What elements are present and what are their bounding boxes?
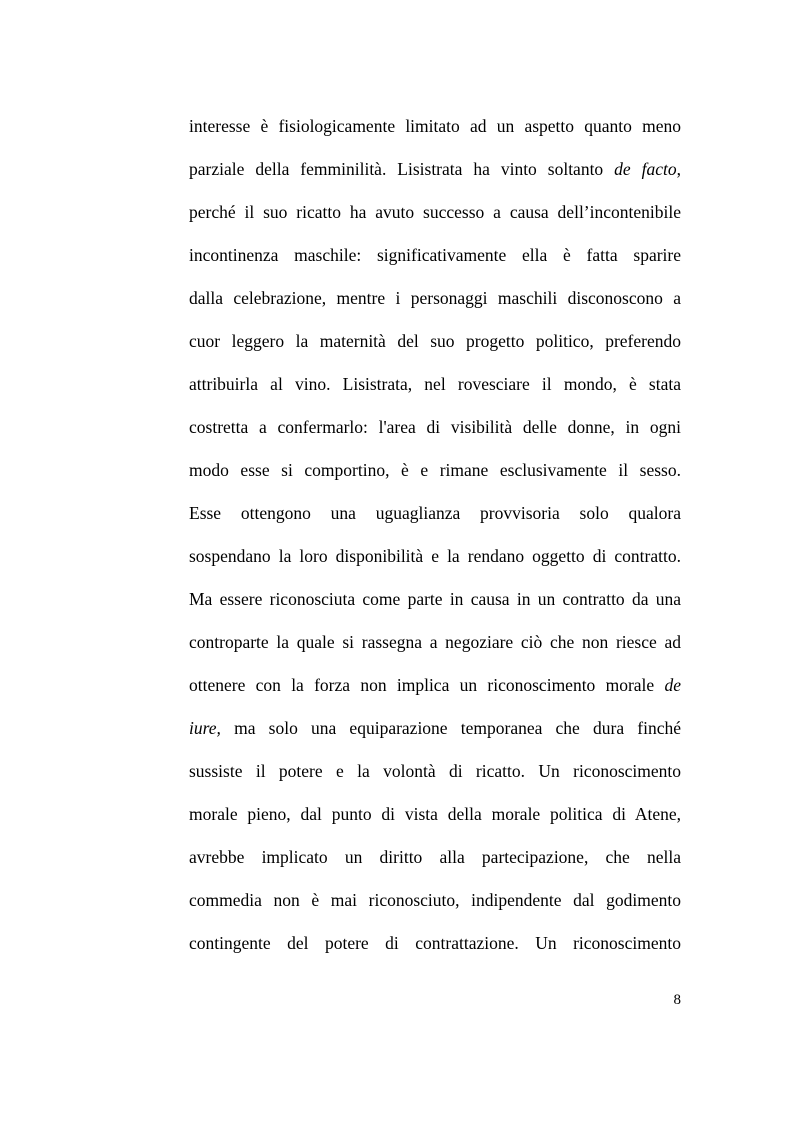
text-line-4: incontinenza maschile: significativamente ella è fatta sparire	[189, 245, 681, 265]
text-line-18: avrebbe implicato un diritto alla partecipazione, che nella	[189, 847, 681, 867]
italic-phrase: iure,	[189, 718, 221, 738]
text-line-12: Ma essere riconosciuta come parte in causa in un contratto da una	[189, 589, 681, 609]
text-line-11: sospendano la loro disponibilità e la rendano oggetto di contratto.	[189, 546, 681, 566]
text-line-1: interesse è fisiologicamente limitato ad un aspetto quanto meno	[189, 116, 681, 136]
text-line-17: morale pieno, dal punto di vista della morale politica di Atene,	[189, 804, 681, 824]
text-line-9: modo esse si comportino, è e rimane esclusivamente il sesso.	[189, 460, 681, 480]
text-line-2: parziale della femminilità. Lisistrata ha vinto soltanto de facto,	[189, 159, 681, 179]
text-line-5: dalla celebrazione, mentre i personaggi maschili disconoscono a	[189, 288, 681, 308]
text-line-13: controparte la quale si rassegna a negoziare ciò che non riesce ad	[189, 632, 681, 652]
page-number: 8	[673, 992, 681, 1008]
text-line-15: iure, ma solo una equiparazione temporanea che dura finché	[189, 718, 681, 738]
text-line-3: perché il suo ricatto ha avuto successo a causa dell’incontenibile	[189, 202, 681, 222]
italic-phrase: de facto	[614, 159, 677, 179]
text-line-6: cuor leggero la maternità del suo progetto politico, preferendo	[189, 331, 681, 351]
text-line-14: ottenere con la forza non implica un riconoscimento morale de	[189, 675, 681, 695]
text-line-20: contingente del potere di contrattazione. Un riconoscimento	[189, 933, 681, 953]
italic-phrase: de	[664, 675, 681, 695]
text-line-19: commedia non è mai riconosciuto, indipendente dal godimento	[189, 890, 681, 910]
text-line-8: costretta a confermarlo: l'area di visibilità delle donne, in ogni	[189, 417, 681, 437]
text-line-7: attribuirla al vino. Lisistrata, nel rovesciare il mondo, è stata	[189, 374, 681, 394]
text-line-10: Esse ottengono una uguaglianza provvisoria solo qualora	[189, 503, 681, 523]
text-line-16: sussiste il potere e la volontà di ricatto. Un riconoscimento	[189, 761, 681, 781]
